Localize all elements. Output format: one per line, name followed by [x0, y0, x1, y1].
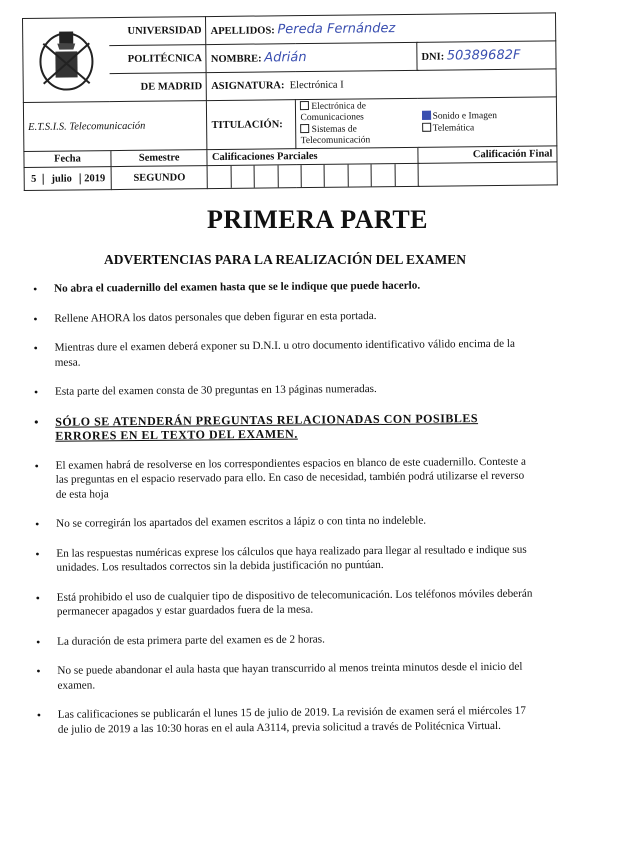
asignatura-value: Electrónica I — [289, 79, 344, 92]
list-item: • No se corregirán los apartados del examen escritos a lápiz o con tinta no indeleble. — [35, 514, 427, 531]
final-grade-box[interactable] — [418, 162, 557, 186]
apellidos-field[interactable] — [206, 13, 556, 45]
university-line-3: DE MADRID — [110, 73, 207, 102]
list-item: • Las calificaciones se publicarán el lunes 15 de julio de 2019. La revisión de examen será el miércoles 17 de julio de 2019 a las 10:30 horas en el aula A3114, previa solicitud a través de Politécnica Virtual. — [36, 704, 526, 736]
checkbox-icon[interactable] — [422, 123, 431, 132]
university-line-2: POLITÉCNICA — [110, 45, 207, 74]
bullet-icon: • — [34, 414, 39, 429]
option-electronica[interactable]: Electrónica de Comunicaciones — [300, 101, 367, 124]
semestre-value: SEGUNDO — [111, 166, 208, 190]
list-item: • La duración de esta primera parte del examen es de 2 horas. — [36, 632, 325, 649]
exam-header — [22, 12, 558, 186]
list-item: • El examen habrá de resolverse en los correspondientes espacios en blanco de este cuadernillo. Conteste a las preguntas en el espacio reservado para ello. En caso de necesidad, también podrá utilizarse el reverso de esta hoja — [34, 455, 526, 501]
nombre-field[interactable] — [206, 42, 417, 72]
school-name: E.T.S.I.S. Telecomunicación — [23, 101, 207, 152]
apellidos-value: Pereda Fernández — [277, 21, 396, 38]
list-item: • Esta parte del examen consta de 30 preguntas en 13 páginas numeradas. — [33, 382, 377, 399]
bullet-icon: • — [36, 663, 41, 678]
option-sistemas[interactable]: Sistemas de Telecomunicación — [300, 124, 371, 147]
semestre-label: Semestre — [111, 150, 208, 167]
nombre-value: Adrián — [264, 50, 307, 66]
titulacion-label: TITULACIÓN: — [207, 100, 297, 150]
fecha-day: 5 — [25, 173, 44, 184]
bullet-icon: • — [36, 634, 41, 649]
nombre-label: NOMBRE: — [210, 53, 262, 66]
calificaciones-parciales-label: Calificaciones Parciales — [207, 147, 418, 165]
fecha-label: Fecha — [24, 151, 111, 168]
option-sonido-imagen[interactable]: Sonido e Imagen — [421, 109, 552, 122]
checkbox-checked-icon[interactable] — [421, 111, 430, 120]
list-item: • No abra el cuadernillo del examen hasta que se le indique que puede hacerlo. — [32, 279, 421, 296]
crest-icon — [31, 23, 102, 94]
bullet-icon: • — [34, 458, 39, 473]
checkbox-icon[interactable] — [300, 101, 309, 110]
bullet-icon: • — [33, 311, 38, 326]
checkbox-icon[interactable] — [301, 124, 310, 133]
page-subtitle: ADVERTENCIAS PARA LA REALIZACIÓN DEL EXAMEN — [104, 252, 466, 267]
list-item: • Está prohibido el uso de cualquier tipo de dispositivo de telecomunicación. Los teléfonos móviles deberán permanecer apagados y estar guardados fuera de la mesa. — [35, 587, 533, 618]
bullet-icon: • — [33, 340, 38, 355]
university-line-1: UNIVERSIDAD — [109, 17, 206, 46]
asignatura-field[interactable] — [207, 69, 557, 101]
apellidos-label: APELLIDOS: — [210, 25, 275, 38]
bullet-icon: • — [32, 281, 38, 296]
partial-grades-boxes[interactable] — [208, 163, 419, 188]
fecha-month: julio — [44, 173, 81, 184]
dni-label: DNI: — [421, 51, 445, 63]
university-crest — [23, 18, 111, 103]
list-item: • En las respuestas numéricas exprese los cálculos que haya realizado para llegar al resultado e indique sus unidades. Los resultados correctos sin la debida justificación no puntúan. — [35, 543, 527, 574]
option-telematica[interactable]: Telemática — [422, 121, 553, 134]
list-item: • SÓLO SE ATENDERÁN PREGUNTAS RELACIONADAS CON POSIBLES ERRORES EN EL TEXTO DEL EXAMEN. — [34, 410, 479, 443]
list-item: • Mientras dure el examen deberá exponer su D.N.I. u otro documento identificativo válido encima de la mesa. — [33, 337, 516, 369]
bullet-icon: • — [35, 590, 41, 605]
list-item: • Rellene AHORA los datos personales que deben figurar en esta portada. — [33, 309, 377, 326]
list-item: • No se puede abandonar el aula hasta que hayan transcurrido al menos treinta minutos desde el inicio del examen. — [36, 660, 523, 692]
warnings-list — [30, 278, 534, 752]
bullet-icon: • — [35, 546, 40, 561]
bullet-icon: • — [36, 707, 42, 722]
titulacion-options-left — [296, 98, 418, 148]
calificacion-final-label: Calificación Final — [418, 146, 557, 163]
page-title: PRIMERA PARTE — [206, 205, 429, 234]
asignatura-label: ASIGNATURA: — [211, 80, 285, 93]
fecha-values — [24, 167, 111, 191]
bullet-icon: • — [33, 384, 39, 399]
bullet-icon: • — [35, 516, 40, 531]
titulacion-options-right — [417, 97, 557, 147]
fecha-year: 2019 — [84, 172, 106, 184]
dni-value: 50389682F — [446, 47, 521, 64]
dni-field[interactable] — [417, 41, 556, 70]
